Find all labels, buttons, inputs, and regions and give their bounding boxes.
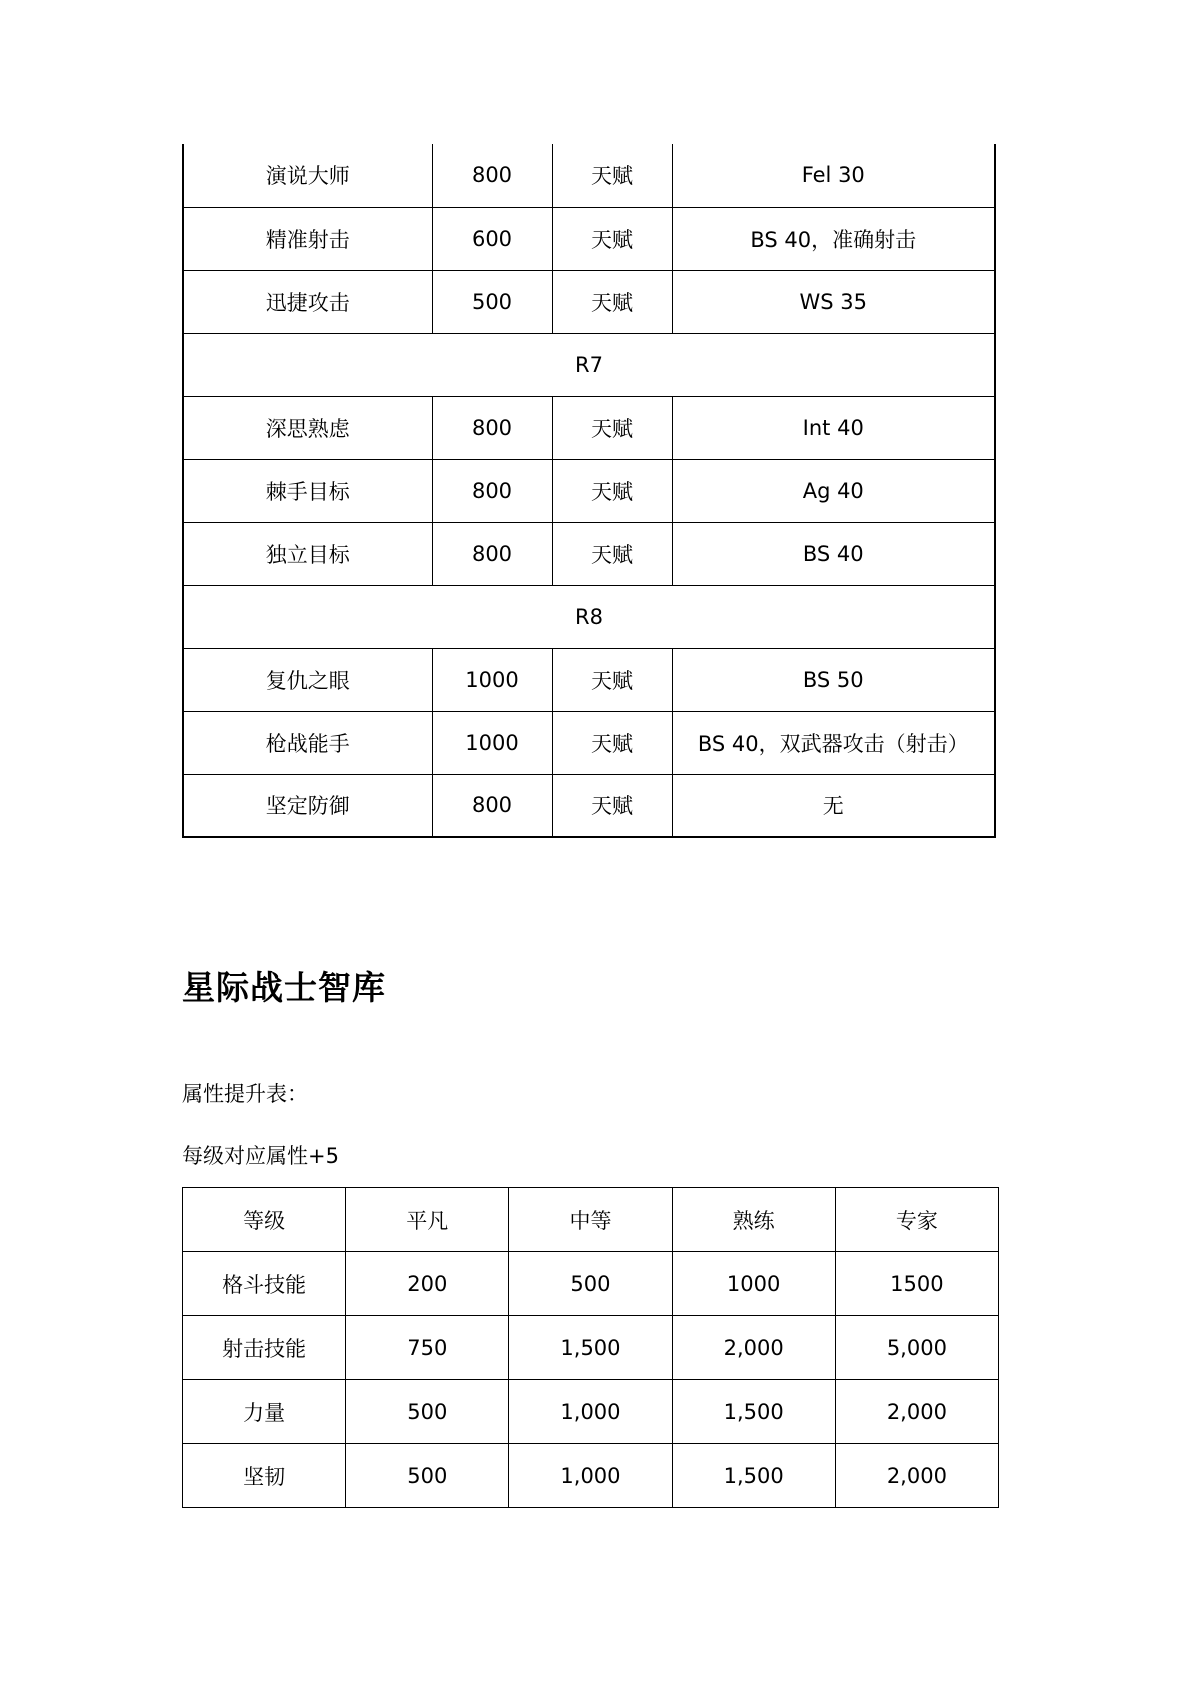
attribute-cost-cell: 500 bbox=[346, 1444, 509, 1508]
attribute-cost-cell: 2,000 bbox=[835, 1380, 998, 1444]
attribute-cost-cell: 1000 bbox=[672, 1252, 835, 1316]
talent-requirement-cell: BS 40，准确射击 bbox=[672, 207, 995, 270]
attribute-header-row bbox=[183, 1188, 999, 1252]
talent-row bbox=[183, 396, 995, 459]
attribute-header-cell: 等级 bbox=[183, 1188, 346, 1252]
talent-type-cell: 天赋 bbox=[552, 207, 672, 270]
talent-cost-cell: 800 bbox=[432, 459, 552, 522]
talent-requirement-cell: BS 50 bbox=[672, 648, 995, 711]
attribute-row bbox=[183, 1316, 999, 1380]
attribute-header-cell: 熟练 bbox=[672, 1188, 835, 1252]
attribute-table-body bbox=[183, 1252, 999, 1508]
attribute-increment-note: 每级对应属性+5 bbox=[182, 1144, 339, 1168]
attribute-cost-cell: 750 bbox=[346, 1316, 509, 1380]
talents-table-body bbox=[183, 144, 995, 837]
attribute-cost-cell: 1,500 bbox=[672, 1380, 835, 1444]
talent-cost-cell: 500 bbox=[432, 270, 552, 333]
section-title: 星际战士智库 bbox=[182, 968, 386, 1007]
talent-type-cell: 天赋 bbox=[552, 396, 672, 459]
attribute-header-cell: 专家 bbox=[835, 1188, 998, 1252]
attribute-cost-cell: 1,000 bbox=[509, 1380, 672, 1444]
talent-row bbox=[183, 144, 995, 207]
talent-row bbox=[183, 774, 995, 837]
talent-cost-cell: 800 bbox=[432, 396, 552, 459]
attribute-row bbox=[183, 1380, 999, 1444]
talent-type-cell: 天赋 bbox=[552, 648, 672, 711]
attribute-header-cell: 平凡 bbox=[346, 1188, 509, 1252]
talent-cost-cell: 600 bbox=[432, 207, 552, 270]
talent-name-cell: 精准射击 bbox=[183, 207, 432, 270]
talent-row bbox=[183, 522, 995, 585]
attribute-row bbox=[183, 1252, 999, 1316]
talent-type-cell: 天赋 bbox=[552, 711, 672, 774]
talent-name-cell: 迅捷攻击 bbox=[183, 270, 432, 333]
talent-type-cell: 天赋 bbox=[552, 774, 672, 837]
attribute-cost-cell: 5,000 bbox=[835, 1316, 998, 1380]
rank-header-row bbox=[183, 333, 995, 396]
talent-cost-cell: 1000 bbox=[432, 648, 552, 711]
attribute-row bbox=[183, 1444, 999, 1508]
rank-label: R7 bbox=[183, 333, 995, 396]
attribute-cost-cell: 2,000 bbox=[835, 1444, 998, 1508]
attribute-cost-cell: 200 bbox=[346, 1252, 509, 1316]
talent-row bbox=[183, 711, 995, 774]
talent-requirement-cell: Int 40 bbox=[672, 396, 995, 459]
attribute-table-caption: 属性提升表： bbox=[182, 1082, 308, 1106]
talent-name-cell: 棘手目标 bbox=[183, 459, 432, 522]
attribute-name-cell: 力量 bbox=[183, 1380, 346, 1444]
attribute-cost-cell: 1,500 bbox=[509, 1316, 672, 1380]
talent-row bbox=[183, 459, 995, 522]
talent-type-cell: 天赋 bbox=[552, 522, 672, 585]
talent-type-cell: 天赋 bbox=[552, 144, 672, 207]
rank-header-row bbox=[183, 585, 995, 648]
attribute-upgrade-table bbox=[182, 1187, 999, 1508]
attribute-cost-cell: 1500 bbox=[835, 1252, 998, 1316]
talent-requirement-cell: Ag 40 bbox=[672, 459, 995, 522]
talents-table bbox=[182, 144, 996, 838]
talent-requirement-cell: 无 bbox=[672, 774, 995, 837]
rank-label: R8 bbox=[183, 585, 995, 648]
talent-name-cell: 复仇之眼 bbox=[183, 648, 432, 711]
attribute-cost-cell: 1,500 bbox=[672, 1444, 835, 1508]
attribute-header-cell: 中等 bbox=[509, 1188, 672, 1252]
talent-name-cell: 坚定防御 bbox=[183, 774, 432, 837]
attribute-table-header bbox=[183, 1188, 999, 1252]
talent-name-cell: 独立目标 bbox=[183, 522, 432, 585]
attribute-name-cell: 坚韧 bbox=[183, 1444, 346, 1508]
attribute-name-cell: 格斗技能 bbox=[183, 1252, 346, 1316]
talent-name-cell: 深思熟虑 bbox=[183, 396, 432, 459]
talent-cost-cell: 800 bbox=[432, 522, 552, 585]
talent-requirement-cell: BS 40，双武器攻击（射击） bbox=[672, 711, 995, 774]
attribute-cost-cell: 1,000 bbox=[509, 1444, 672, 1508]
talent-row bbox=[183, 270, 995, 333]
talent-row bbox=[183, 207, 995, 270]
attribute-cost-cell: 500 bbox=[509, 1252, 672, 1316]
talent-cost-cell: 1000 bbox=[432, 711, 552, 774]
talent-row bbox=[183, 648, 995, 711]
talent-cost-cell: 800 bbox=[432, 144, 552, 207]
talent-requirement-cell: BS 40 bbox=[672, 522, 995, 585]
attribute-cost-cell: 500 bbox=[346, 1380, 509, 1444]
talent-requirement-cell: Fel 30 bbox=[672, 144, 995, 207]
talent-cost-cell: 800 bbox=[432, 774, 552, 837]
talent-type-cell: 天赋 bbox=[552, 459, 672, 522]
attribute-cost-cell: 2,000 bbox=[672, 1316, 835, 1380]
talent-requirement-cell: WS 35 bbox=[672, 270, 995, 333]
talent-type-cell: 天赋 bbox=[552, 270, 672, 333]
talent-name-cell: 枪战能手 bbox=[183, 711, 432, 774]
talent-name-cell: 演说大师 bbox=[183, 144, 432, 207]
attribute-name-cell: 射击技能 bbox=[183, 1316, 346, 1380]
